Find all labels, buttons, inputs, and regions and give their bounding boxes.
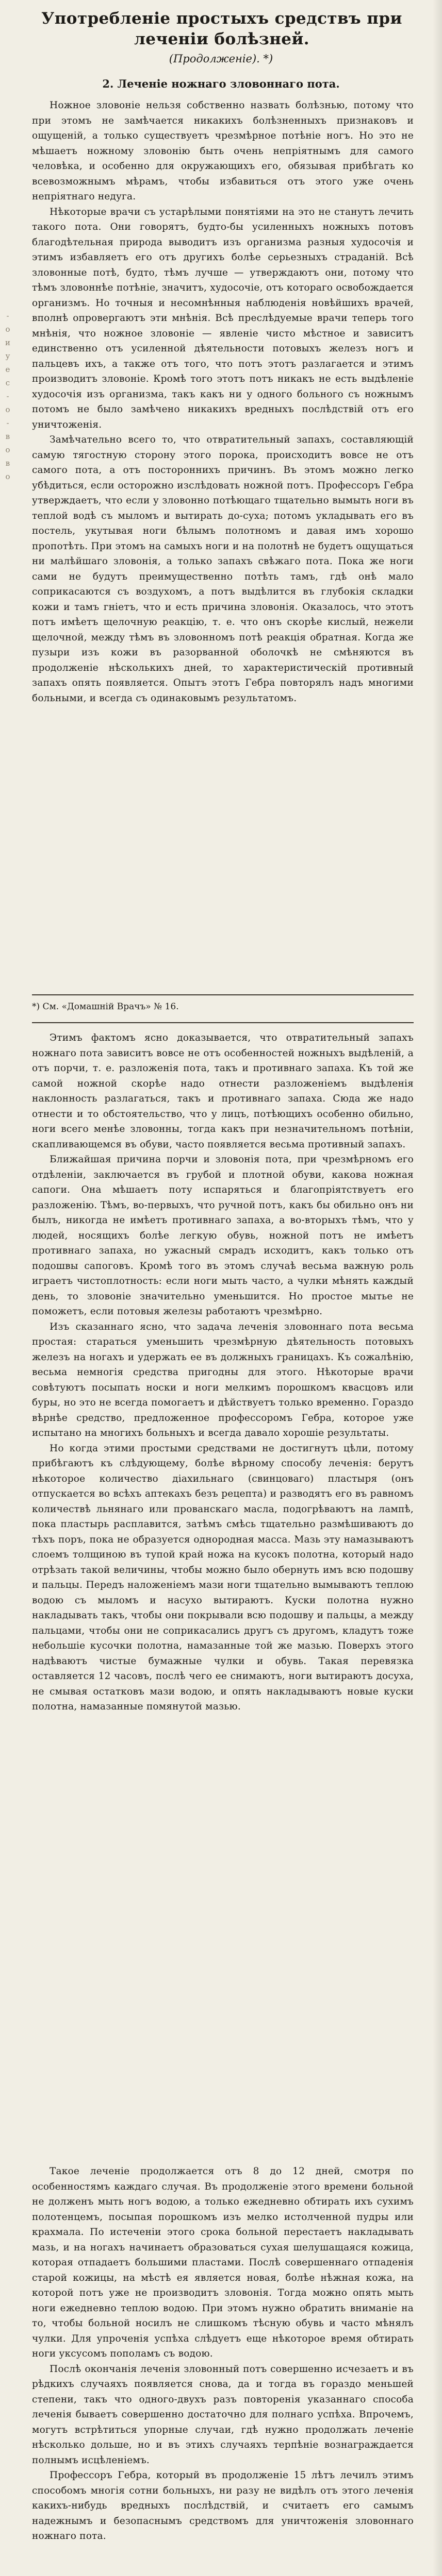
paragraph: Замѣчательно всего то, что отвратительный запахъ, составляющій самую тягостную сторону этого порока, происходитъ вовсе не отъ самого пота, а отъ постороннихъ причинъ. Въ этомъ можно легко убѣдиться, если осторожно изслѣдовать ножной потъ. Профессоръ Гебра утверждаетъ, что если у зловонно потѣющаго тщательно вымыть ноги въ теплой водѣ съ мыломъ и вытирать до-суха; потомъ укладывать его въ постель, укутывая ноги бѣлымъ полотномъ и давая имъ хорошо пропотѣть. При этомъ на самыхъ ноги и на полотнѣ не будетъ ощущаться ни малѣйшаго зловонія, а только запахъ свѣжаго пота. Пока же ноги сами не будутъ преимущественно потѣть тамъ, гдѣ онѣ мало соприкасаются съ воздухомъ, а потъ выдѣлится въ глубокія складки кожи и тамъ гніетъ, что и есть причина зловонія. Оказалось, что этотъ потъ имѣетъ щелочную реакцію, т. е. что онъ скорѣе кислый, нежели щелочной, между тѣмъ въ зловонномъ потѣ реакція обратная. Когда же пузыри изъ кожи въ разорванной оболочкѣ не смѣняются въ продолженіе нѣсколькихъ дней, то характеристическій противный запахъ опять появляется. Опытъ этотъ Гебра повторялъ надъ многими больными, и всегда съ одинаковымъ результатомъ. [32,434,414,704]
text-column-part-2 [32,1030,414,1715]
scan-edge-shadow [433,0,442,2576]
section-heading: 2. Леченіе ножнаго зловоннаго пота. [102,77,340,90]
text-column-part-1 [32,98,414,706]
paragraph: Такое леченіе продолжается отъ 8 до 12 дней, смотря по особенностямъ каждаго случая. Въ продолженіе этого времени больной не долженъ мыть ногъ водою, а только ежедневно обтирать ихъ сухимъ полотенцемъ, посыпая порошкомъ изъ мелко истолченной пудры или крахмала. По истеченіи этого срока больной перестаетъ накладывать мазь, и на ногахъ начинаетъ образоваться сухая шелушащаяся кожица, которая отпадаетъ большими пластами. Послѣ совершеннаго отпаденія старой кожицы, на мѣстѣ ея является новая, болѣе нѣжная кожа, на которой потъ уже не производитъ зловонія. Тогда можно опять мыть ноги ежедневно теплою водою. При этомъ нужно обратить вниманіе на то, чтобы больной носилъ не слишкомъ тѣсную обувь и часто мѣнялъ чулки. Для упроченія успѣха слѣдуетъ еще нѣкоторое время обтирать ноги уксусомъ пополамъ съ водою. [32,2166,414,2359]
divider [32,1022,414,1023]
margin-mark: у [5,351,10,361]
paragraph: Этимъ фактомъ ясно доказывается, что отвратительный запахъ ножнаго пота зависитъ вовсе не отъ особенностей ножныхъ выдѣленій, а отъ порчи, т. е. разложенія пота, такъ и противнаго запаха. Къ той же самой ножной скорѣе надо отнести разложеніемъ выдѣленія наклонность разлагаться, такъ и противнаго запаха. Сюда же надо отнести и то обстоятельство, что у лицъ, потѣющихъ особенно обильно, ноги всего менѣе зловонны, тогда какъ при незначительномъ потѣніи, скапливающемся въ обуви, часто появляется весьма противный запахъ. [32,1032,414,1150]
margin-mark: о [5,445,10,454]
footnote: *) См. «Домашній Врачъ» № 16. [32,1002,179,1012]
paragraph: Ножное зловоніе нельзя собственно назвать болѣзнью, потому что при этомъ не замѣчается никакихъ болѣзненныхъ признаковъ и ощущеній, а только существуетъ чрезмѣрное потѣніе ногъ. Но это не мѣшаетъ ножному зловонію быть очень непріятнымъ для самого человѣка, и особенно для окружающихъ его, обязывая прибѣгать ко всевозможнымъ мѣрамъ, чтобы избавиться отъ этого уже очень непріятнаго недуга. [32,100,414,202]
margin-marks [1,309,14,483]
article-title: Употребленіе простыхъ средствъ при леченіи болѣзней. [41,9,402,48]
paragraph: Нѣкоторые врачи съ устарѣлыми понятіями на это не станутъ лечить такого пота. Они говорятъ, будто-бы усиленныхъ ножныхъ потовъ благодѣтельная природа выводитъ изъ организма разныя худосочія и этимъ избавляетъ его отъ другихъ болѣе серьезныхъ страданій. Всѣ зловонные потѣ, будто, тѣмъ лучше — утверждаютъ они, потому что тѣмъ зловоннѣе потѣніе, значитъ, худосочіе, отъ котораго освобождается организмъ. Но точныя и несомнѣнныя наблюденія новѣйшихъ врачей, вполнѣ опровергаютъ эти мнѣнія. Всѣ преслѣдуемые врачи теперь того мнѣнія, что ножное зловоніе — явленіе чисто мѣстное и зависитъ единственно отъ усиленной дѣятельности потовыхъ железъ ногъ и пальцевъ ихъ, а также отъ того, что потъ этотъ разлагается и этимъ производитъ зловоніе. Кромѣ того этотъ потъ никакъ не есть выдѣленіе худосочія изъ организма, такъ какъ ни у одного больного съ ножнымъ потомъ не было замѣчено никакихъ вредныхъ послѣдствій отъ его уничтоженія. [32,206,414,430]
paragraph: Изъ сказаннаго ясно, что задача леченія зловоннаго пота весьма простая: стараться уменьшить чрезмѣрную дѣятельность потовыхъ железъ на ногахъ и удержать ее въ должныхъ границахъ. Къ сожалѣнію, весьма немногія средства пригодны для этого. Нѣкоторые врачи совѣтуютъ посыпать носки и ноги мелкимъ порошкомъ квасцовъ или буры, но это не всегда помогаетъ и дѣйствуетъ только временно. Гораздо вѣрнѣе средство, предложенное профессоромъ Гебра, которое уже испытано на многихъ больныхъ и всегда давало хорошіе результаты. [32,1321,414,1438]
margin-mark: - [6,418,9,428]
paragraph: Но когда этими простыми средствами не достигнутъ цѣли, потому прибѣгаютъ къ слѣдующему, болѣе вѣрному способу леченія: берутъ нѣкоторое количество діахильнаго (свинцоваго) пластыря (онъ отпускается во всѣхъ аптекахъ безъ рецепта) и разводятъ его въ равномъ количествѣ льнянаго или прованскаго масла, подогрѣваютъ на лампѣ, пока пластырь расплавится, затѣмъ смѣсь тщательно размѣшиваютъ до тѣхъ поръ, пока не образуется однородная масса. Мазь эту намазываютъ слоемъ толщиною въ тупой край ножа на кусокъ полотна, который надо отрѣзать такой величины, чтобы можно было обернуть имъ всю подошву и пальцы. Передъ наложеніемъ мази ноги тщательно вымываютъ теплою водою съ мыломъ и насухо вытираютъ. Куски полотна нужно накладывать такъ, чтобы они покрывали всю подошву и пальцы, а между пальцами, чтобы они не соприкасались другъ съ другомъ, кладутъ тоже небольшіе кусочки полотна, намазанные той же мазью. Поверхъ этого надѣваютъ чистые бумажные чулки и обувь. Такая перевязка оставляется 12 часовъ, послѣ чего ее снимаютъ, ноги вытираютъ досуха, не смывая остатковъ мази водою, и опять накладываютъ новые куски полотна, намазанные помянутой мазью. [32,1443,414,1712]
margin-mark: в [5,432,10,441]
paragraph: Ближайшая причина порчи и зловонія пота, при чрезмѣрномъ его отдѣленіи, заключается въ грубой и плотной обуви, какова ножная сапоги. Она мѣшаетъ поту испаряться и благопріятствуетъ его разложенію. Тѣмъ, во-первыхъ, что ручной потъ, какъ бы обильно онъ ни былъ, никогда не имѣетъ противнаго запаха, а во-вторыхъ тѣмъ, что у людей, носящихъ болѣе легкую обувь, ножной потъ не имѣетъ противнаго запаха, но ужасный смрадъ исходитъ, какъ только отъ подошвы сапоговъ. Кромѣ того въ этомъ случаѣ весьма важную роль играетъ чистоплотность: если ноги мыть часто, а чулки мѣнять каждый день, то зловоніе значительно уменьшится. Но простое мытье не поможетъ, если потовыя железы работаютъ чрезмѣрно. [32,1154,414,1317]
paragraph: Послѣ окончанія леченія зловонный потъ совершенно исчезаетъ и въ рѣдкихъ случаяхъ появляется снова, да и тогда въ гораздо меньшей степени, такъ что одного-двухъ разъ повторенія указаннаго способа леченія бываетъ совершенно достаточно для полнаго успѣха. Впрочемъ, могутъ встрѣтиться упорные случаи, гдѣ нужно продолжать леченіе нѣсколько дольше, но и въ этихъ случаяхъ терпѣніе вознаграждается полнымъ исцѣленіемъ. [32,2363,414,2466]
margin-mark: с [5,378,10,387]
margin-mark: и [5,338,10,347]
divider [32,994,414,995]
margin-mark: - [6,311,9,320]
margin-mark: - [6,392,9,401]
paragraph: Профессоръ Гебра, который въ продолженіе 15 лѣтъ лечилъ этимъ способомъ многія сотни больныхъ, ни разу не видѣлъ отъ этого леченія какихъ-нибудь вредныхъ послѣдствій, и считаетъ его самымъ надежнымъ и безопаснымъ средствомъ для уничтоженія зловоннаго ножнаго пота. [32,2470,414,2541]
margin-mark: о [5,472,10,481]
margin-mark: о [5,325,10,334]
margin-mark: е [5,365,10,374]
text-column-part-3 [32,2164,414,2544]
margin-mark: в [5,459,10,468]
continuation-note: (Продолженіе). *) [169,53,273,65]
margin-mark: о [5,405,10,414]
